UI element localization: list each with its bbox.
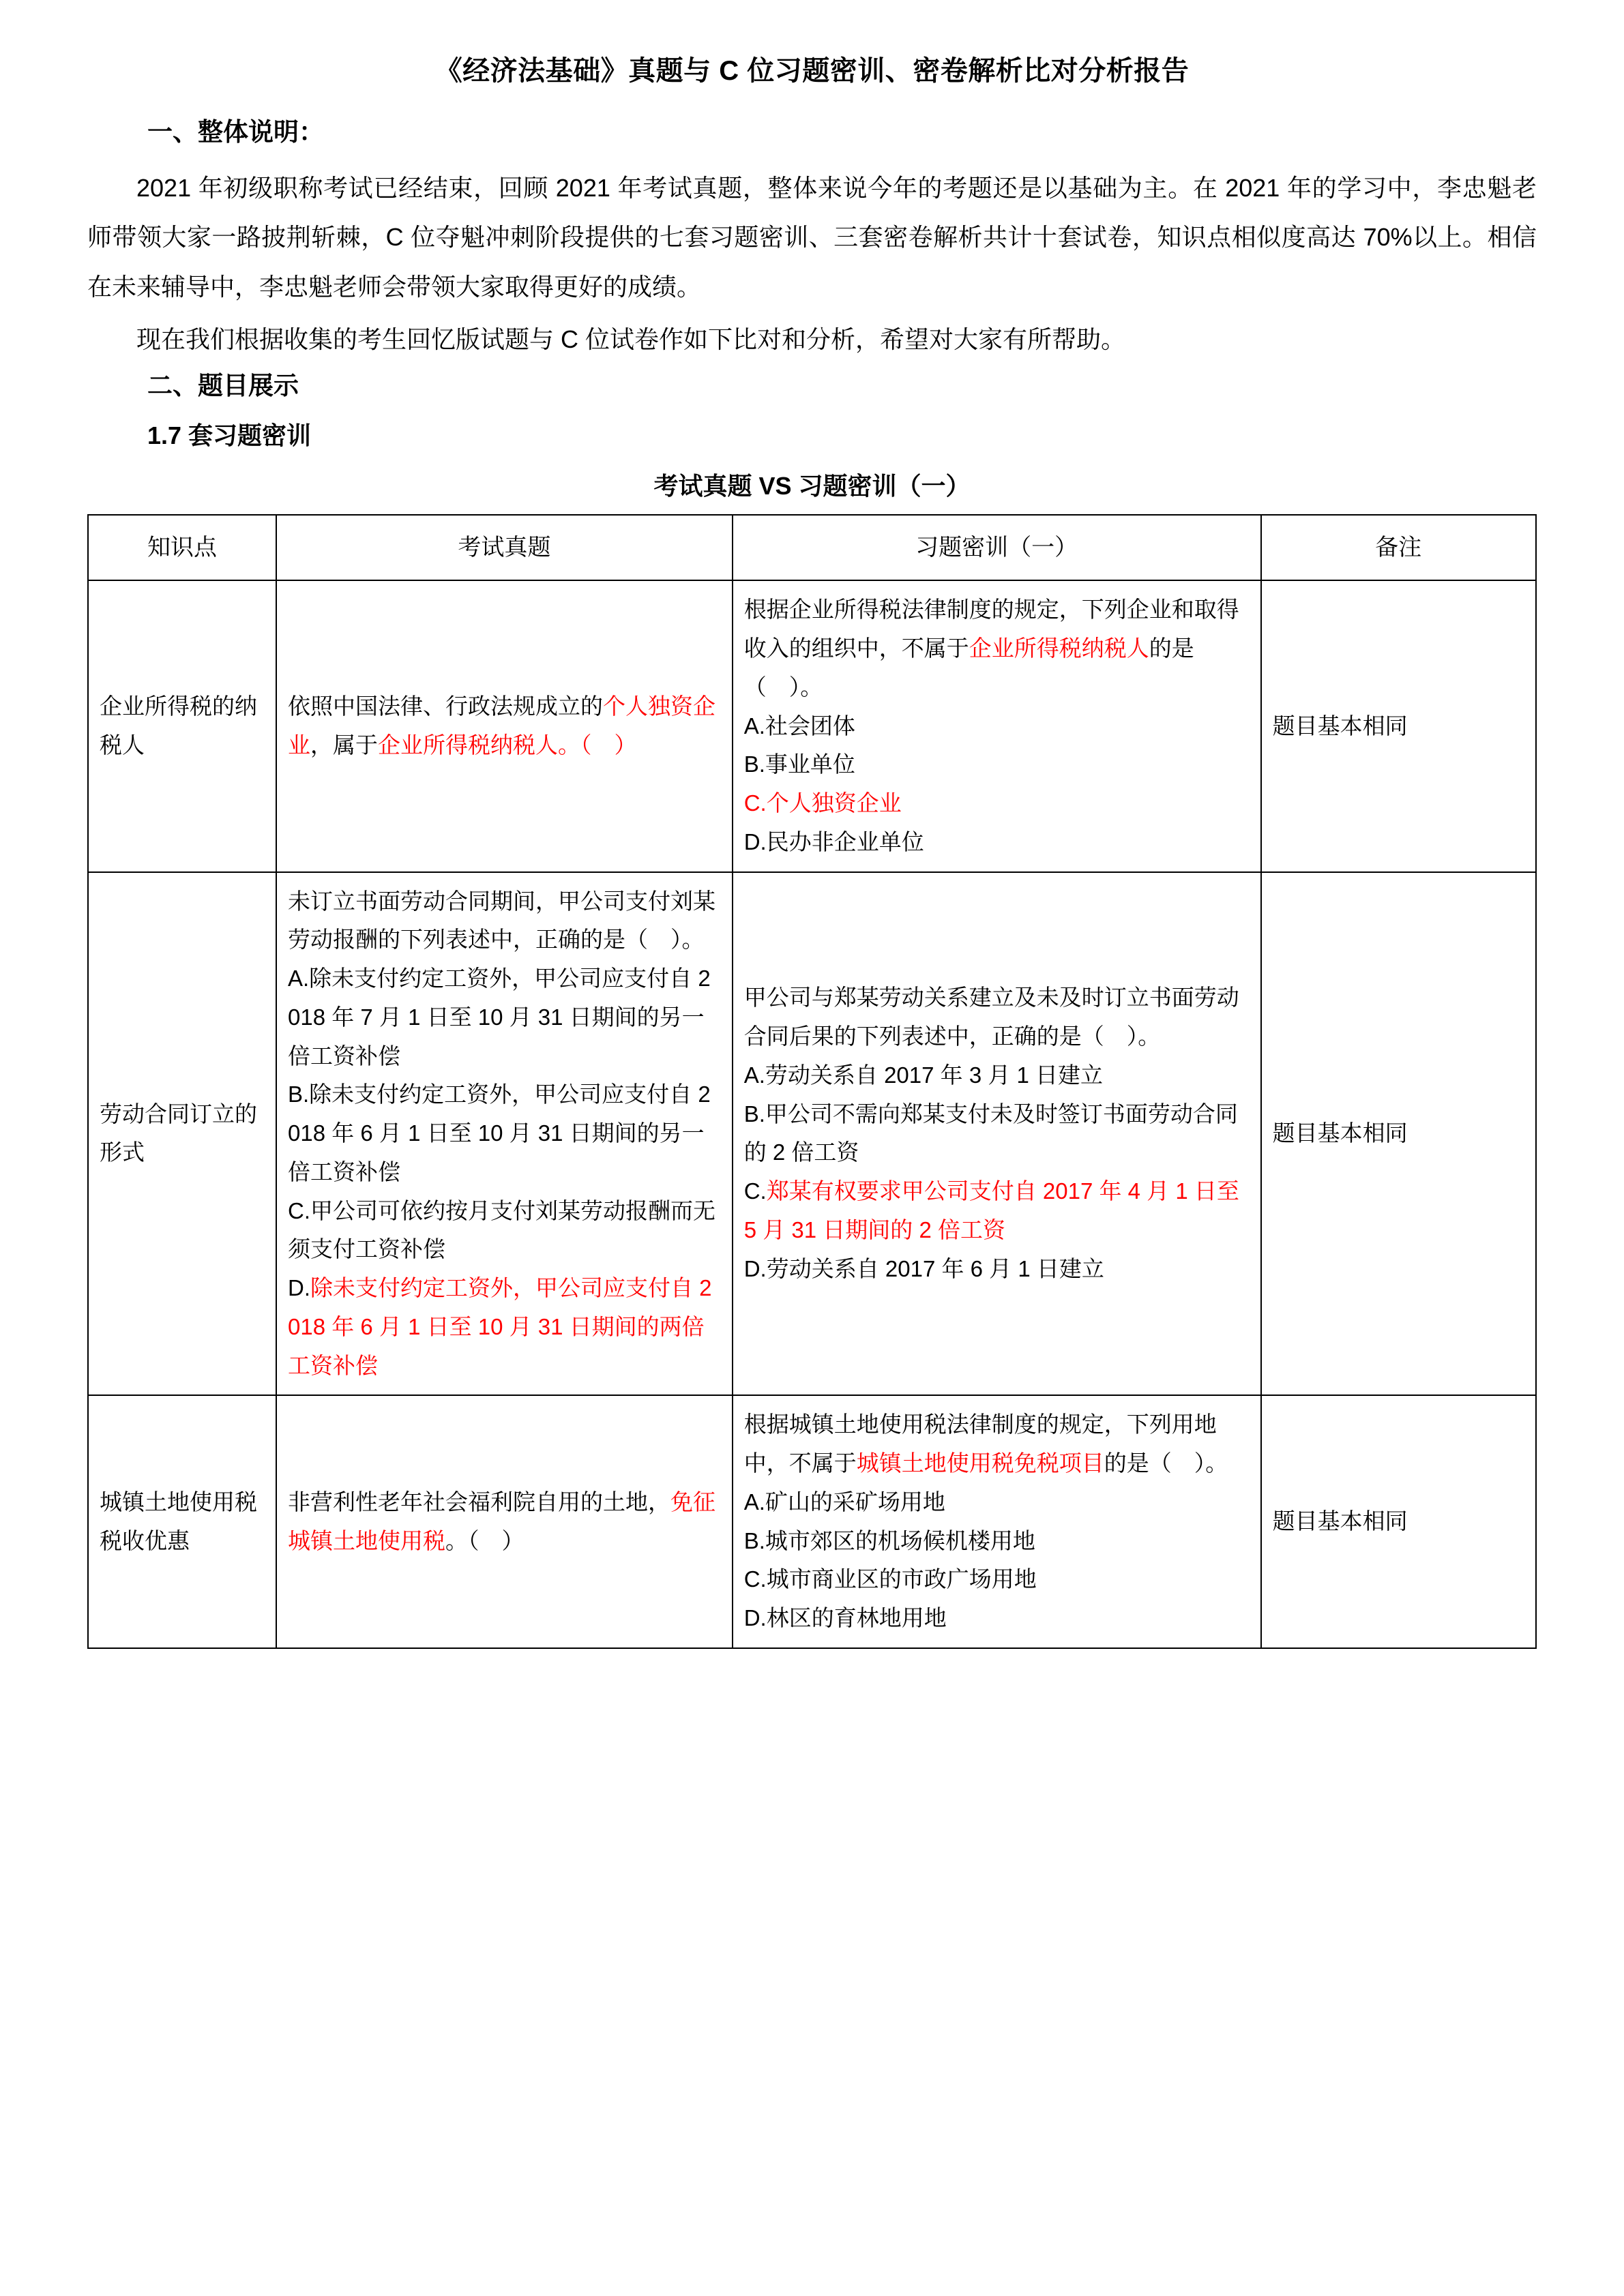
sub-heading-drill-sets: 1.7 套习题密训 (147, 421, 312, 449)
stem-highlight: 城镇土地使用税免税项目 (856, 1450, 1104, 1476)
stem-text: 依照中国法律、行政法规成立的 (287, 694, 603, 719)
option-label: C. (287, 1197, 310, 1223)
option-label: B. (743, 1101, 765, 1127)
option-item (744, 1250, 1250, 1289)
option-label: A. (743, 1489, 765, 1515)
column-header-exam-question: 考试真题 (276, 515, 733, 580)
stem-text: 根据城镇土地使用税法律制度的规定，下列用地中，不属于 (743, 1412, 1217, 1476)
option-item (288, 1192, 721, 1270)
comparison-table (87, 514, 1537, 1649)
column-header-drill-question: 习题密训（一） (733, 515, 1261, 580)
cell-note: 题目基本相同 (1261, 580, 1536, 871)
option-label: A. (743, 713, 765, 739)
stem-highlight: 企业所得税纳税人 (377, 732, 558, 758)
section-heading-questions: 二、题目展示 (147, 372, 299, 400)
table-body (88, 580, 1536, 1648)
option-item (744, 823, 1250, 862)
stem-text: 根据企业所得税法律制度的规定，下列企业和取得收入的组织中，不属于 (743, 597, 1239, 661)
question-stem (744, 1412, 1228, 1476)
intro-paragraph-2: 现在我们根据收集的考生回忆版试题与 C 位试卷作如下比对和分析，希望对大家有所帮助。 (136, 325, 1126, 353)
question-stem (288, 1489, 715, 1553)
option-item (744, 1483, 1250, 1522)
cell-drill-question (733, 580, 1261, 871)
option-label: A. (743, 1062, 765, 1088)
option-item (744, 1056, 1250, 1095)
option-text: 矿山的采矿场用地 (765, 1489, 945, 1515)
cell-drill-question (733, 1395, 1261, 1648)
cell-knowledge-point: 企业所得税的纳税人 (88, 580, 276, 871)
cell-drill-question (733, 872, 1261, 1396)
table-row (88, 580, 1536, 871)
cell-exam-question (276, 1395, 733, 1648)
table-caption: 考试真题 VS 习题密训（一） (653, 471, 971, 500)
section-heading-overall: 一、整体说明： (147, 118, 324, 146)
column-header-knowledge-point: 知识点 (88, 515, 276, 580)
option-item (744, 745, 1250, 784)
cell-note: 题目基本相同 (1261, 872, 1536, 1396)
stem-text: 。（ ） (557, 732, 637, 758)
option-item (288, 959, 721, 1075)
stem-text: 的是（ ）。 (743, 636, 1194, 700)
option-item (744, 1522, 1250, 1561)
table-header-row (88, 515, 1536, 580)
option-item (288, 1269, 721, 1385)
stem-highlight: 企业所得税纳税人 (969, 636, 1149, 661)
option-label: B. (743, 1527, 765, 1553)
option-item (744, 1599, 1250, 1638)
intro-paragraph-1: 2021 年初级职称考试已经结束，回顾 2021 年考试真题，整体来说今年的考题还是以基础为主。在 2021 年的学习中，李忠魁老师带领大家一路披荆斩棘，C 位夺魁冲刺阶段提供的七套习题密训、三套密卷解析共计十套试卷，知识点相似度高达 70%以上。相信在未来辅导中，李忠魁老师会带领大家取得更好的成绩。 (87, 173, 1537, 301)
stem-text: 非营利性老年社会福利院自用的土地， (287, 1489, 670, 1515)
option-item (744, 1560, 1250, 1599)
option-item (288, 1075, 721, 1191)
option-text: 除未支付约定工资外，甲公司应支付自 2018 年 7 月 1 日至 10 月 31 日期间的另一倍工资补偿 (287, 966, 711, 1069)
option-label: C. (743, 790, 767, 816)
cell-knowledge-point: 城镇土地使用税税收优惠 (88, 1395, 276, 1648)
option-text: 甲公司可依约按月支付刘某劳动报酬而无须支付工资补偿 (287, 1197, 715, 1262)
option-label: C. (743, 1178, 767, 1204)
option-text: 除未支付约定工资外，甲公司应支付自 2018 年 6 月 1 日至 10 月 31 日期间的另一倍工资补偿 (287, 1082, 711, 1184)
option-item (744, 784, 1250, 823)
option-label: B. (743, 751, 765, 777)
cell-exam-question (276, 872, 733, 1396)
cell-note: 题目基本相同 (1261, 1395, 1536, 1648)
stem-text: ，属于 (310, 732, 378, 758)
option-text: 甲公司不需向郑某支付未及时签订书面劳动合同的 2 倍工资 (743, 1101, 1238, 1165)
option-text: 郑某有权要求甲公司支付自 2017 年 4 月 1 日至 5 月 31 日期间的 2 倍工资 (743, 1178, 1239, 1242)
option-item (744, 707, 1250, 746)
question-stem: 甲公司与郑某劳动关系建立及未及时订立书面劳动合同后果的下列表述中，正确的是（ ）。 (743, 985, 1239, 1049)
option-label: C. (743, 1566, 767, 1592)
option-text: 城市郊区的机场候机楼用地 (765, 1527, 1035, 1553)
page-title: 《经济法基础》真题与 C 位习题密训、密卷解析比对分析报告 (434, 56, 1190, 86)
option-text: 劳动关系自 2017 年 6 月 1 日建立 (766, 1255, 1104, 1281)
option-text: 民办非企业单位 (766, 829, 924, 854)
option-label: A. (287, 966, 310, 992)
option-text: 劳动关系自 2017 年 3 月 1 日建立 (765, 1062, 1104, 1088)
column-header-note: 备注 (1261, 515, 1536, 580)
stem-text: 。（ ） (445, 1527, 525, 1553)
cell-knowledge-point: 劳动合同订立的形式 (88, 872, 276, 1396)
option-label: D. (743, 1255, 767, 1281)
option-label: D. (743, 1605, 767, 1631)
stem-highlight: 个人独资企业 (287, 694, 715, 758)
table-header (88, 515, 1536, 580)
option-text: 林区的育林地用地 (766, 1605, 947, 1631)
question-stem: 未订立书面劳动合同期间，甲公司支付刘某劳动报酬的下列表述中，正确的是（ ）。 (287, 888, 715, 953)
table-row (88, 872, 1536, 1396)
option-text: 社会团体 (765, 713, 855, 739)
option-item (744, 1172, 1250, 1250)
option-text: 个人独资企业 (766, 790, 902, 816)
question-stem (288, 694, 715, 758)
stem-highlight: 免征城镇土地使用税 (287, 1489, 715, 1553)
stem-text: 的是（ ）。 (1104, 1450, 1228, 1476)
option-label: D. (743, 829, 767, 854)
cell-exam-question (276, 580, 733, 871)
table-row (88, 1395, 1536, 1648)
option-text: 城市商业区的市政广场用地 (766, 1566, 1037, 1592)
option-text: 事业单位 (765, 751, 855, 777)
option-item (744, 1095, 1250, 1173)
option-label: D. (287, 1275, 310, 1301)
option-label: B. (287, 1082, 310, 1107)
question-stem (744, 597, 1239, 700)
option-text: 除未支付约定工资外，甲公司应支付自 2018 年 6 月 1 日至 10 月 31 日期间的两倍工资补偿 (287, 1275, 712, 1378)
